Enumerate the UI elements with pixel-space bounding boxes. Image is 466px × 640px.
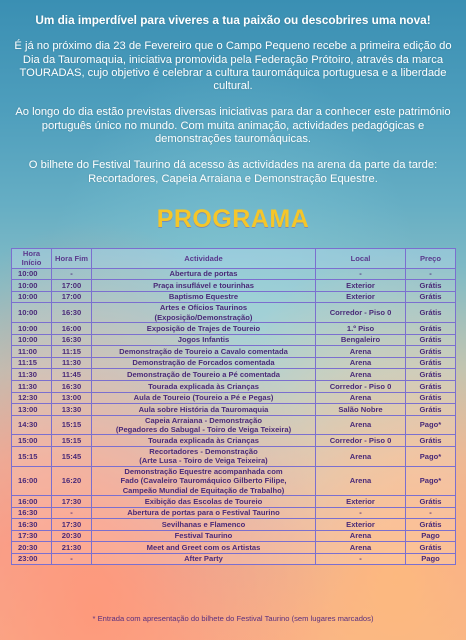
cell-hora-fim: 15:45	[52, 447, 92, 467]
cell-preco: Grátis	[406, 346, 456, 358]
table-row	[12, 507, 456, 519]
cell-local: Arena	[316, 415, 406, 435]
cell-hora-fim: 17:00	[52, 280, 92, 292]
cell-actividade: Sevilhanas e Flamenco	[92, 519, 316, 531]
cell-local: Bengaleiro	[316, 334, 406, 346]
cell-preco: Pago*	[406, 415, 456, 435]
cell-hora-fim: 16:00	[52, 323, 92, 335]
cell-hora-inicio: 10:00	[12, 334, 52, 346]
cell-hora-inicio: 15:15	[12, 447, 52, 467]
cell-actividade: Tourada explicada às Crianças	[92, 381, 316, 393]
cell-hora-fim: 11:15	[52, 346, 92, 358]
cell-hora-fim: 15:15	[52, 435, 92, 447]
cell-preco: Grátis	[406, 381, 456, 393]
footnote: * Entrada com apresentação do bilhete do Festival Taurino (sem lugares marcados)	[92, 614, 374, 623]
intro-paragraph-1: É já no próximo dia 23 de Fevereiro que o Campo Pequeno recebe a primeira edição do Dia da Tauromaquia, iniciativa promovida pela Federação Prótoiro, através da marca TOURADAS, cujo objetivo é celebrar a cultura tauromáquica portuguesa e a liberdade cultural.	[14, 40, 452, 93]
cell-hora-inicio: 14:30	[12, 415, 52, 435]
cell-actividade: Jogos Infantis	[92, 334, 316, 346]
header-local: Local	[316, 249, 406, 269]
cell-actividade: After Party	[92, 553, 316, 565]
cell-hora-inicio: 11:30	[12, 381, 52, 393]
cell-local: Arena	[316, 447, 406, 467]
cell-hora-fim: -	[52, 268, 92, 280]
cell-hora-fim: 11:30	[52, 357, 92, 369]
cell-actividade: Festival Taurino	[92, 530, 316, 542]
cell-hora-inicio: 16:00	[12, 466, 52, 495]
table-row	[12, 466, 456, 495]
cell-hora-fim: 17:30	[52, 519, 92, 531]
cell-preco: Grátis	[406, 291, 456, 303]
cell-preco: Grátis	[406, 334, 456, 346]
cell-local: Corredor - Piso 0	[316, 303, 406, 323]
table-row	[12, 381, 456, 393]
cell-preco: Grátis	[406, 280, 456, 292]
cell-local: Arena	[316, 369, 406, 381]
cell-local: -	[316, 268, 406, 280]
table-body	[12, 268, 456, 565]
cell-preco: Grátis	[406, 404, 456, 416]
cell-preco: Grátis	[406, 519, 456, 531]
table-row	[12, 357, 456, 369]
cell-hora-inicio: 10:00	[12, 291, 52, 303]
programa-title: PROGRAMA	[156, 205, 310, 233]
table-row	[12, 323, 456, 335]
table-row	[12, 369, 456, 381]
header-preco: Preço	[406, 249, 456, 269]
cell-hora-inicio: 16:30	[12, 507, 52, 519]
cell-hora-inicio: 15:00	[12, 435, 52, 447]
intro-paragraph-3: O bilhete do Festival Taurino dá acesso às actividades na arena da parte da tarde: Recortadores, Capeia Arraiana e Demonstração Equestre.	[28, 159, 438, 185]
cell-preco: Pago*	[406, 466, 456, 495]
cell-actividade: Aula de Toureio (Toureio a Pé e Pegas)	[92, 392, 316, 404]
cell-hora-fim: 16:20	[52, 466, 92, 495]
cell-hora-inicio: 10:00	[12, 323, 52, 335]
table-row	[12, 415, 456, 435]
table-row	[12, 553, 456, 565]
cell-hora-fim: -	[52, 507, 92, 519]
cell-hora-fim: -	[52, 553, 92, 565]
table-row	[12, 280, 456, 292]
table-row	[12, 346, 456, 358]
cell-local: -	[316, 507, 406, 519]
cell-hora-inicio: 20:30	[12, 542, 52, 554]
cell-hora-inicio: 17:30	[12, 530, 52, 542]
cell-preco: Grátis	[406, 323, 456, 335]
headline: Um dia imperdível para viveres a tua paixão ou descobrires uma nova!	[35, 13, 431, 27]
cell-local: Exterior	[316, 519, 406, 531]
cell-actividade: Baptismo Equestre	[92, 291, 316, 303]
cell-actividade: Abertura de portas	[92, 268, 316, 280]
table-row	[12, 303, 456, 323]
table-row	[12, 519, 456, 531]
cell-hora-inicio: 23:00	[12, 553, 52, 565]
cell-hora-fim: 17:30	[52, 496, 92, 508]
cell-hora-inicio: 16:30	[12, 519, 52, 531]
cell-actividade: Aula sobre História da Tauromaquia	[92, 404, 316, 416]
cell-local: Arena	[316, 392, 406, 404]
cell-local: Exterior	[316, 496, 406, 508]
cell-hora-fim: 13:00	[52, 392, 92, 404]
cell-preco: Grátis	[406, 542, 456, 554]
cell-actividade: Exibição das Escolas de Toureio	[92, 496, 316, 508]
cell-hora-inicio: 10:00	[12, 280, 52, 292]
cell-preco: -	[406, 507, 456, 519]
header-actividade: Actividade	[92, 249, 316, 269]
cell-actividade: Demonstração de Toureio a Pé comentada	[92, 369, 316, 381]
table-row	[12, 530, 456, 542]
header-hora-fim: Hora Fim	[52, 249, 92, 269]
cell-preco: Grátis	[406, 435, 456, 447]
intro-text-block	[14, 14, 452, 199]
table-header-row	[12, 249, 456, 269]
cell-actividade: Exposição de Trajes de Toureio	[92, 323, 316, 335]
table-row	[12, 404, 456, 416]
table-row	[12, 435, 456, 447]
cell-actividade: Abertura de portas para o Festival Taurino	[92, 507, 316, 519]
cell-hora-fim: 17:00	[52, 291, 92, 303]
cell-hora-fim: 16:30	[52, 381, 92, 393]
cell-hora-inicio: 10:00	[12, 303, 52, 323]
table-row	[12, 542, 456, 554]
intro-paragraph-2: Ao longo do dia estão previstas diversas iniciativas para dar a conhecer este património português único no mundo. Com muita animação, actividades pedagógicas e demonstrações tauromáquicas.	[15, 106, 451, 146]
cell-actividade: Capeia Arraiana - Demonstração (Pegadores do Sabugal - Toiro de Veiga Teixeira)	[92, 415, 316, 435]
cell-preco: Grátis	[406, 303, 456, 323]
cell-actividade: Praça insuflável e tourinhas	[92, 280, 316, 292]
cell-hora-inicio: 11:15	[12, 357, 52, 369]
cell-preco: Grátis	[406, 496, 456, 508]
cell-hora-inicio: 13:00	[12, 404, 52, 416]
cell-preco: Grátis	[406, 392, 456, 404]
cell-hora-fim: 20:30	[52, 530, 92, 542]
cell-local: Exterior	[316, 280, 406, 292]
cell-actividade: Recortadores - Demonstração (Arte Lusa - Toiro de Veiga Teixeira)	[92, 447, 316, 467]
cell-hora-fim: 16:30	[52, 334, 92, 346]
table-row	[12, 496, 456, 508]
cell-actividade: Tourada explicada às Crianças	[92, 435, 316, 447]
table-row	[12, 268, 456, 280]
cell-actividade: Meet and Greet com os Artistas	[92, 542, 316, 554]
cell-hora-inicio: 12:30	[12, 392, 52, 404]
cell-preco: Pago	[406, 530, 456, 542]
cell-hora-inicio: 10:00	[12, 268, 52, 280]
cell-hora-fim: 11:45	[52, 369, 92, 381]
cell-local: Corredor - Piso 0	[316, 381, 406, 393]
cell-hora-inicio: 16:00	[12, 496, 52, 508]
cell-local: Arena	[316, 530, 406, 542]
cell-actividade: Artes e Ofícios Taurinos (Exposição/Demonstração)	[92, 303, 316, 323]
cell-preco: Grátis	[406, 369, 456, 381]
cell-local: Arena	[316, 357, 406, 369]
cell-hora-inicio: 11:00	[12, 346, 52, 358]
cell-hora-fim: 21:30	[52, 542, 92, 554]
cell-actividade: Demonstração de Toureio a Cavalo comentada	[92, 346, 316, 358]
cell-local: -	[316, 553, 406, 565]
cell-local: Corredor - Piso 0	[316, 435, 406, 447]
cell-hora-fim: 16:30	[52, 303, 92, 323]
cell-local: Exterior	[316, 291, 406, 303]
table-row	[12, 447, 456, 467]
cell-preco: Grátis	[406, 357, 456, 369]
cell-local: Salão Nobre	[316, 404, 406, 416]
programa-table	[11, 248, 456, 565]
cell-preco: -	[406, 268, 456, 280]
cell-local: Arena	[316, 346, 406, 358]
table-row	[12, 392, 456, 404]
cell-local: Arena	[316, 466, 406, 495]
cell-actividade: Demonstração de Forcados comentada	[92, 357, 316, 369]
cell-local: Arena	[316, 542, 406, 554]
table-row	[12, 291, 456, 303]
header-hora-inicio: Hora Início	[12, 249, 52, 269]
cell-actividade: Demonstração Equestre acompanhada com Fado (Cavaleiro Tauromáquico Gilberto Filipe, Campeão Mundial de Equitação de Trabalho)	[92, 466, 316, 495]
cell-hora-inicio: 11:30	[12, 369, 52, 381]
cell-hora-fim: 15:15	[52, 415, 92, 435]
table-row	[12, 334, 456, 346]
cell-preco: Pago	[406, 553, 456, 565]
cell-preco: Pago*	[406, 447, 456, 467]
cell-hora-fim: 13:30	[52, 404, 92, 416]
cell-local: 1.º Piso	[316, 323, 406, 335]
